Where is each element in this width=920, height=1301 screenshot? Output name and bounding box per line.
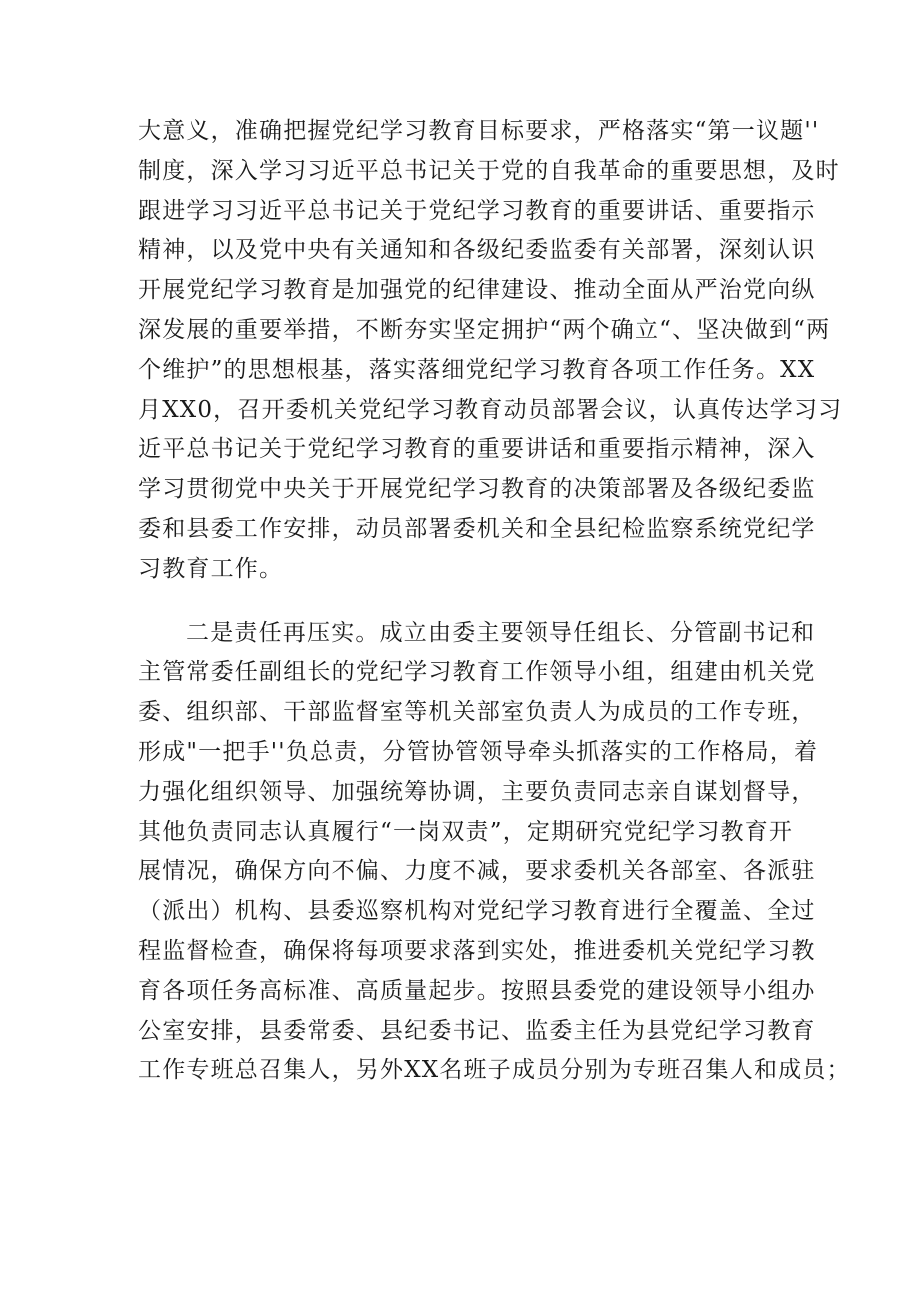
paragraph-line: 委、组织部、干部监督室等机关部室负责人为成员的工作专班， (138, 699, 816, 726)
paragraph-line: 月XX0，召开委机关党纪学习教育动员部署会议，认真传达学习习 (138, 396, 843, 423)
paragraph-line: 展情况，确保方向不偏、力度不减，要求委机关各部室、各派驻 (138, 858, 816, 885)
paragraph-line: 育各项任务高标准、高质量起步。按照县委党的建设领导小组办 (138, 977, 816, 1004)
paragraph-line: 跟进学习习近平总书记关于党纪学习教育的重要讲话、重要指示 (138, 197, 816, 224)
paragraph-line: 学习贯彻党中央关于开展党纪学习教育的决策部署及各级纪委监 (138, 476, 816, 503)
paragraph-line: 工作专班总召集人，另外XX名班子成员分别为专班召集人和成员； (138, 1057, 851, 1084)
paragraph-line: 主管常委任副组长的党纪学习教育工作领导小组，组建由机关党 (138, 659, 816, 686)
paragraph-line: 开展党纪学习教育是加强党的纪律建设、推动全面从严治党向纵 (138, 277, 816, 304)
paragraph-line: 形成"一把手''负总责，分管协管领导牵头抓落实的工作格局，着 (138, 738, 819, 765)
paragraph-spacer (138, 590, 803, 614)
paragraph-line: 大意义，准确把握党纪学习教育目标要求，严格落实“第一议题'' (138, 118, 820, 144)
paragraph-line: 深发展的重要举措，不断夯实坚定拥护“两个确立“、坚决做到“两 (138, 316, 831, 343)
paragraph-2 (138, 614, 851, 1092)
paragraph-1 (138, 112, 843, 590)
paragraph-line: 力强化组织领导、加强统筹协调，主要负责同志亲自谋划督导， (138, 778, 816, 805)
paragraph-line: 其他负责同志认真履行“一岗双责”，定期研究党纪学习教育开 (138, 818, 794, 845)
paragraph-line: （派出）机构、县委巡察机构对党纪学习教育进行全覆盖、全过 (138, 898, 816, 925)
paragraph-line: 习教育工作。 (138, 555, 284, 582)
paragraph-line: 个维护”的思想根基，落实落细党纪学习教育各项工作任务。XX (138, 356, 816, 383)
paragraph-line: 委和县委工作安排，动员部署委机关和全县纪检监察系统党纪学 (138, 515, 816, 542)
paragraph-line: 制度，深入学习习近平总书记关于党的自我革命的重要思想，及时 (138, 157, 840, 184)
paragraph-line: 精神，以及党中央有关通知和各级纪委监委有关部署，深刻认识 (138, 237, 816, 264)
document-body (138, 112, 851, 1091)
paragraph-line: 二是责任再压实。成立由委主要领导任组长、分管副书记和 (186, 619, 816, 646)
paragraph-line: 程监督检查，确保将每项要求落到实处，推进委机关党纪学习教 (138, 937, 816, 964)
paragraph-line: 近平总书记关于党纪学习教育的重要讲话和重要指示精神，深入 (138, 436, 816, 463)
paragraph-line: 公室安排，县委常委、县纪委书记、监委主任为县党纪学习教育 (138, 1017, 816, 1044)
